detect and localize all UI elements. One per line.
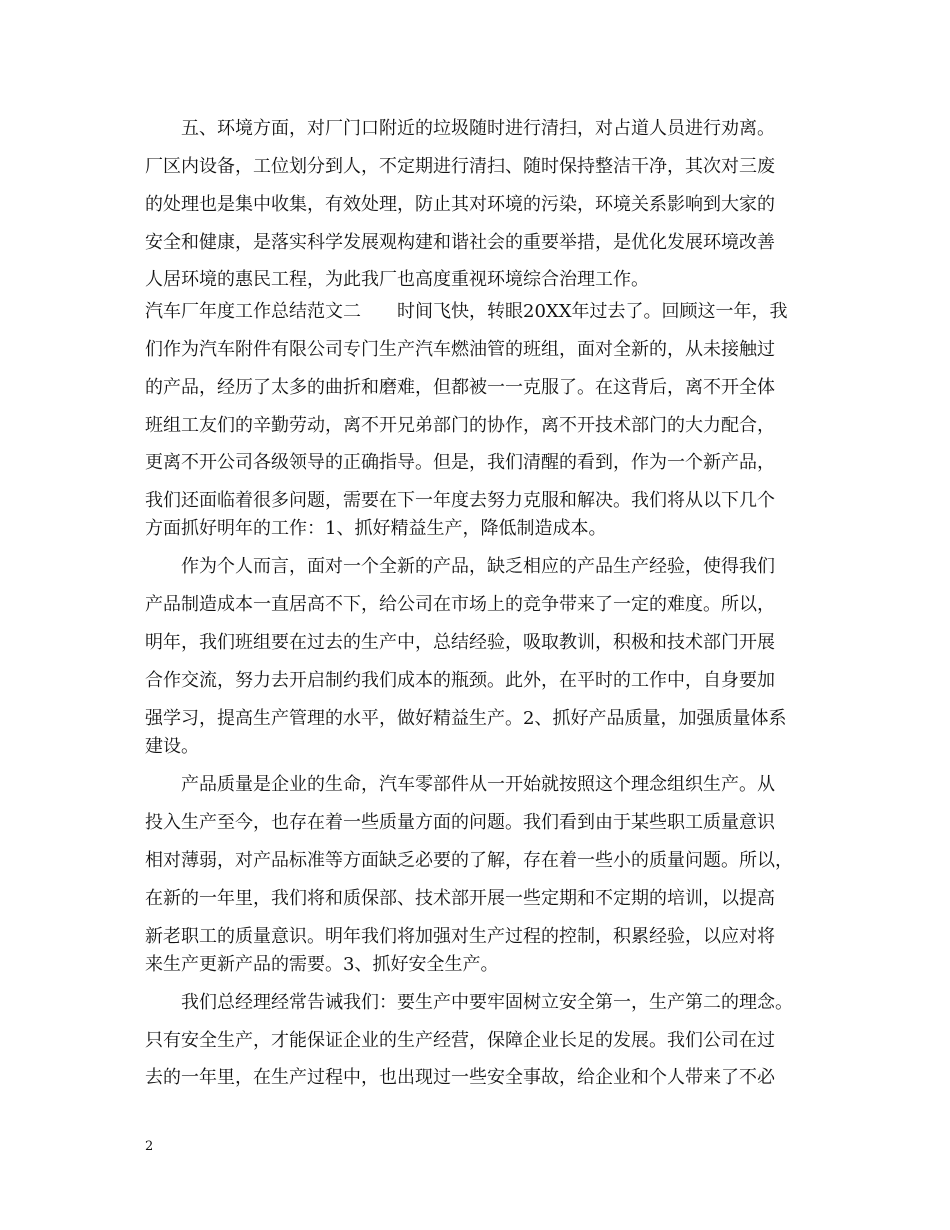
paragraph-line: 作为个人而言，面对一个全新的产品，缺乏相应的产品生产经验，使得我们 [181, 556, 775, 577]
paragraph-text: 时间飞快，转眼20XX年过去了。回顾这一年，我 [397, 301, 788, 322]
paragraph-line: 的处理也是集中收集，有效处理，防止其对环境的污染，环境关系影响到大家的 [145, 194, 775, 215]
paragraph-line: 我们总经理经常告诫我们：要生产中要牢固树立安全第一，生产第二的理念。 [181, 992, 793, 1013]
paragraph-line: 新老职工的质量意识。明年我们将加强对生产过程的控制，积累经验，以应对将 [145, 926, 775, 947]
section-title: 汽车厂年度工作总结范文二 [145, 301, 361, 322]
paragraph-line: 我们还面临着很多问题，需要在下一年度去努力克服和解决。我们将从以下几个 [145, 490, 775, 511]
paragraph-line: 五、环境方面，对厂门口附近的垃圾随时进行清扫，对占道人员进行劝离。 [181, 118, 775, 139]
paragraph-line: 产品制造成本一直居高不下，给公司在市场上的竞争带来了一定的难度。所以， [145, 594, 775, 615]
paragraph-line: 明年，我们班组要在过去的生产中，总结经验，吸取教训，积极和技术部门开展 [145, 632, 775, 653]
paragraph-line: 班组工友们的辛勤劳动，离不开兄弟部门的协作，离不开技术部门的大力配合， [145, 415, 775, 436]
paragraph-line: 方面抓好明年的工作：1、抓好精益生产，降低制造成本。 [145, 518, 607, 539]
paragraph-line: 安全和健康，是落实科学发展观构建和谐社会的重要举措，是优化发展环境改善 [145, 232, 775, 253]
paragraph-line: 在新的一年里，我们将和质保部、技术部开展一些定期和不定期的培训，以提高 [145, 888, 775, 909]
paragraph-line: 来生产更新产品的需要。3、抓好安全生产。 [145, 954, 499, 975]
paragraph-line: 相对薄弱，对产品标准等方面缺乏必要的了解，存在着一些小的质量问题。所以， [145, 850, 793, 871]
paragraph-line: 更离不开公司各级领导的正确指导。但是，我们清醒的看到，作为一个新产品， [145, 452, 775, 473]
paragraph-line: 只有安全生产，才能保证企业的生产经营，保障企业长足的发展。我们公司在过 [145, 1030, 775, 1051]
paragraph-line: 建设。 [145, 736, 199, 757]
paragraph-line: 产品质量是企业的生命，汽车零部件从一开始就按照这个理念组织生产。从 [181, 774, 775, 795]
paragraph-line: 人居环境的惠民工程，为此我厂也高度重视环境综合治理工作。 [145, 269, 649, 290]
paragraph-line: 们作为汽车附件有限公司专门生产汽车燃油管的班组，面对全新的，从未接触过 [145, 339, 775, 360]
paragraph-line: 厂区内设备，工位划分到人，不定期进行清扫、随时保持整洁干净，其次对三废 [145, 156, 775, 177]
paragraph-line: 去的一年里，在生产过程中，也出现过一些安全事故，给企业和个人带来了不必 [145, 1067, 775, 1088]
section-title-line [145, 300, 788, 324]
page-number: 2 [145, 1139, 154, 1154]
paragraph-line: 的产品，经历了太多的曲折和磨难，但都被一一克服了。在这背后，离不开全体 [145, 377, 775, 398]
paragraph-line: 合作交流，努力去开启制约我们成本的瓶颈。此外，在平时的工作中，自身要加 [145, 670, 775, 691]
paragraph-line: 强学习，提高生产管理的水平，做好精益生产。2、抓好产品质量，加强质量体系 [145, 708, 787, 729]
paragraph-line: 投入生产至今，也存在着一些质量方面的问题。我们看到由于某些职工质量意识 [145, 812, 775, 833]
